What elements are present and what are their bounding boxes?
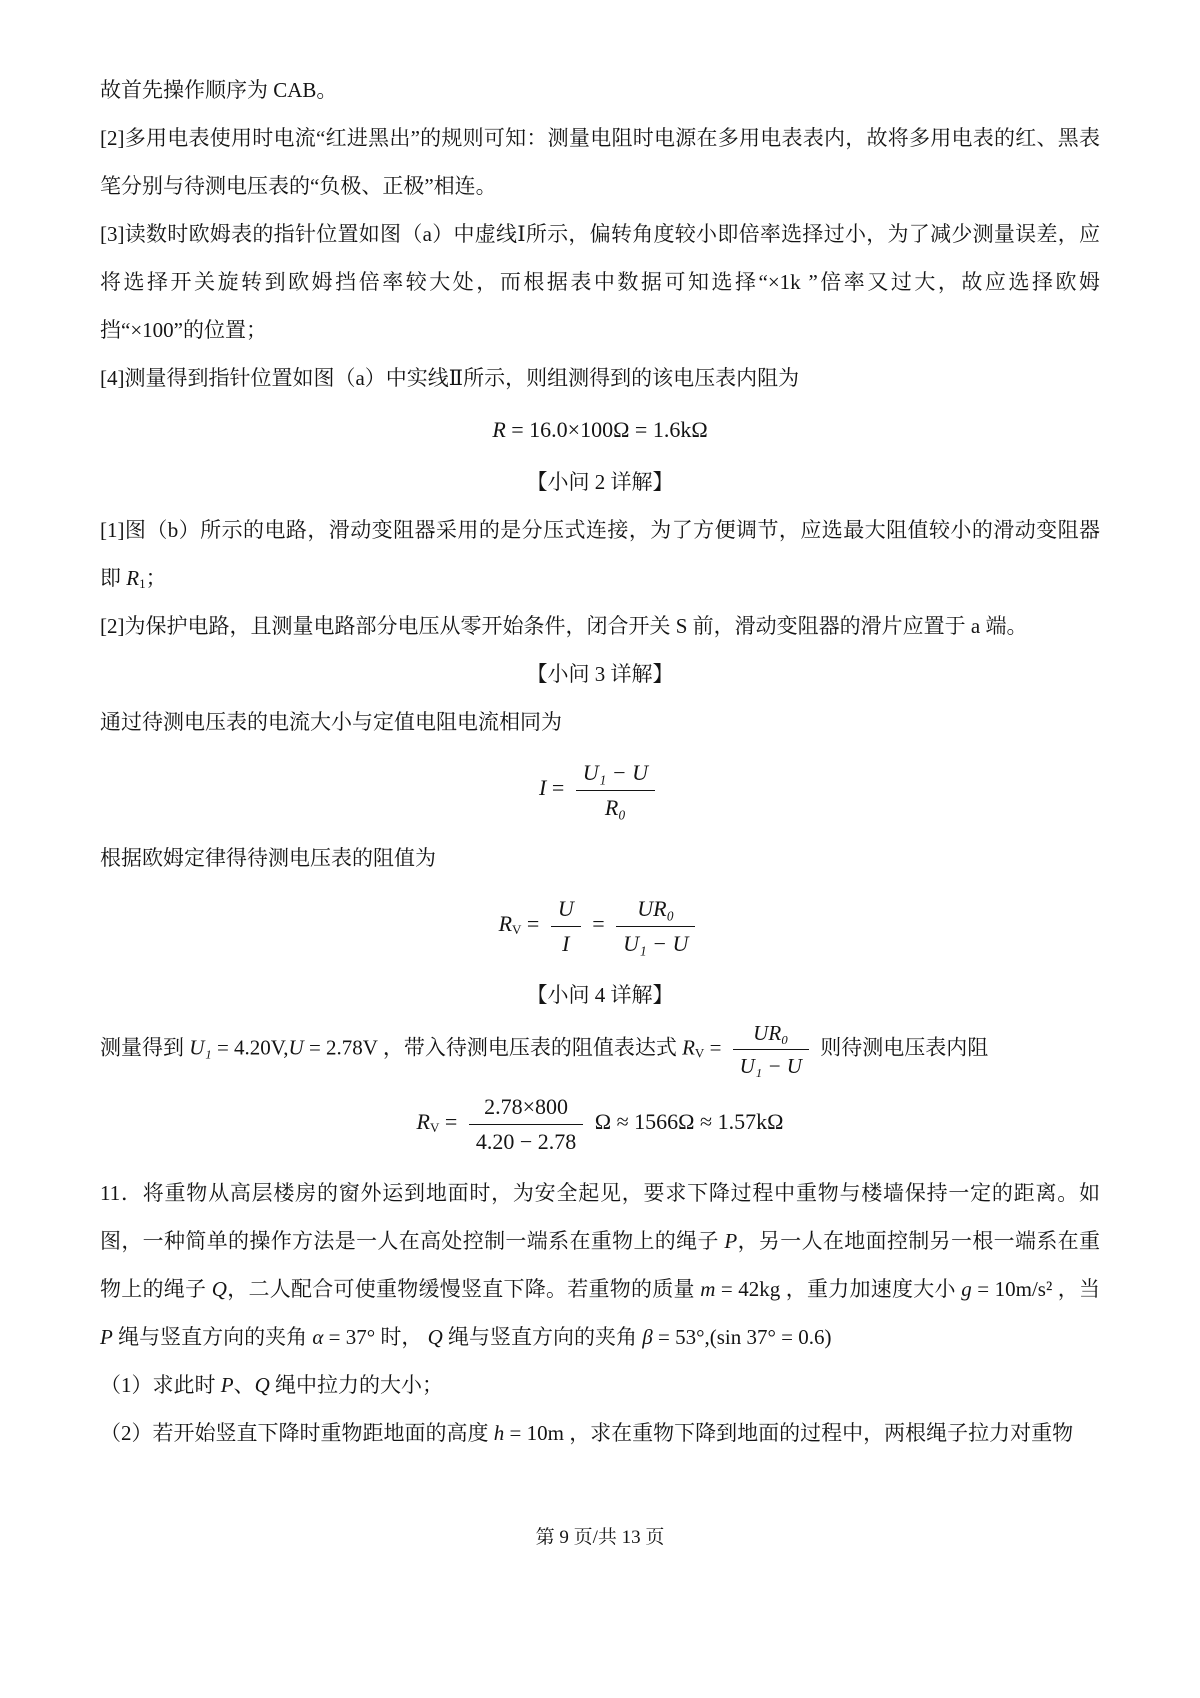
page-number-footer: 第 9 页/共 13 页	[535, 1527, 665, 1548]
math-var: Q	[427, 1324, 443, 1349]
math-var: Q	[211, 1276, 227, 1301]
math-equals: =	[439, 1109, 463, 1135]
text-run: ，另一人在地面控制另一根一端系在重物上的绳子	[100, 1228, 1101, 1301]
math-run: Ω ≈ 1566Ω ≈ 1.57kΩ	[589, 1109, 784, 1135]
math-var: m	[700, 1276, 716, 1301]
math-var: U₁	[189, 1035, 212, 1060]
text-run: ；	[145, 565, 167, 590]
math-var: P	[220, 1372, 234, 1397]
heading-subquestion-3: 【小问 3 详解】	[526, 661, 674, 686]
math-run: = 53°,(sin 37° = 0.6)	[652, 1324, 832, 1349]
formula-resistance-result	[100, 414, 1100, 446]
paragraph-ohm-law: 根据欧姆定律得待测电压表的阻值为	[100, 846, 436, 871]
fraction-denominator: 4.20 − 2.78	[475, 1129, 577, 1155]
math-equals: =	[546, 775, 570, 801]
math-var: β	[642, 1324, 653, 1349]
fraction	[576, 758, 655, 822]
math-run: = 4.20V,	[211, 1035, 289, 1060]
fraction	[551, 894, 581, 958]
math-run: = 42kg	[715, 1276, 781, 1301]
math-var: R	[126, 565, 140, 590]
math-run: = 16.0×100Ω = 1.6kΩ	[505, 417, 708, 442]
math-equals: =	[704, 1035, 727, 1060]
fraction-numerator: U₁ − U	[576, 758, 655, 791]
math-var: α	[312, 1324, 324, 1349]
math-run: = 10m/s²	[971, 1276, 1053, 1301]
math-var: P	[100, 1324, 113, 1349]
text-run: ，当	[1052, 1276, 1101, 1301]
paragraph-circuit-protection: [2]为保护电路，且测量电路部分电压从零开始条件，闭合开关 S 前，滑动变阻器的滑片应置于 a 端。	[100, 613, 1028, 638]
fraction-numerator: 2.78×800	[469, 1092, 583, 1125]
fraction	[733, 1019, 809, 1081]
text-run: （1）求此时	[100, 1372, 221, 1397]
math-subscript: V	[430, 1120, 440, 1136]
fraction-numerator: UR₀	[733, 1019, 809, 1050]
math-run: = 37°	[323, 1324, 376, 1349]
text-run: 绳与竖直方向的夹角	[112, 1324, 313, 1349]
math-equals: =	[521, 911, 545, 937]
math-run: = 2.78V	[303, 1035, 378, 1060]
paragraph-measured-values	[100, 1019, 1100, 1081]
fraction-denominator: U₁ − U	[623, 930, 689, 956]
math-var: R	[416, 1109, 430, 1135]
text-run: ，重力加速度大小	[780, 1276, 962, 1301]
heading-subquestion-4: 【小问 4 详解】	[526, 982, 674, 1007]
math-var: Q	[254, 1372, 270, 1397]
fraction-numerator: U	[551, 894, 581, 927]
text-run: 绳中拉力的大小；	[269, 1372, 443, 1397]
math-var: h	[493, 1420, 505, 1445]
formula-numeric-result	[100, 1092, 1100, 1156]
paragraph-question-11-part2	[100, 1409, 1100, 1457]
math-var: g	[961, 1276, 972, 1301]
paragraph-operation-order: 故首先操作顺序为 CAB。	[100, 78, 338, 102]
text-run: 11．将重物从高层楼房的窗外运到地面时，为安全起见，要求下降过程中重物与楼墙保持一定的距离。如图，一种简单的操作方法是一人在高处控制一端系在重物上的绳子	[100, 1180, 1100, 1253]
math-var: U	[288, 1035, 304, 1060]
text-run: ，带入待测电压表的阻值表达式	[377, 1035, 683, 1060]
math-subscript: V	[694, 1045, 705, 1061]
fraction	[616, 894, 695, 958]
fraction-numerator: UR₀	[616, 894, 695, 927]
text-run: [1]图（b）所示的电路，滑动变阻器采用的是分压式连接，为了方便调节，应选最大阻值较小的滑动变阻器即	[100, 517, 1100, 590]
math-var: R	[682, 1035, 695, 1060]
paragraph-pointer-position: [4]测量得到指针位置如图（a）中实线Ⅱ所示，则组测得到的该电压表内阻为	[100, 366, 800, 390]
math-var: R	[492, 417, 506, 442]
formula-voltmeter-resistance	[100, 894, 1100, 958]
math-var: I	[538, 775, 547, 801]
paragraph-ohmmeter-reading: [3]读数时欧姆表的指针位置如图（a）中虚线Ⅰ所示，偏转角度较小即倍率选择过小，为了减少测量误差，应将选择开关旋转到欧姆挡倍率较大处，而根据表中数据可知选择“×1k ”倍率又过大，故应选择欧姆挡“×100”的位置；	[100, 222, 1100, 342]
text-run: ，求在重物下降到地面的过程中，两根绳子拉力对重物	[563, 1420, 1074, 1445]
text-run: 测量得到	[100, 1035, 190, 1060]
heading-subquestion-2: 【小问 2 详解】	[526, 469, 674, 494]
formula-current	[100, 758, 1100, 822]
paragraph-multimeter-rule: [2]多用电表使用时电流“红进黑出”的规则可知：测量电阻时电源在多用电表表内，故将多用电表的红、黑表笔分别与待测电压表的“负极、正极”相连。	[100, 126, 1100, 198]
text-run: 则待测电压表内阻	[814, 1035, 989, 1060]
math-var: R	[498, 911, 513, 937]
text-run: （2）若开始竖直下降时重物距地面的高度	[100, 1420, 494, 1445]
math-run: = 10m	[504, 1420, 564, 1445]
text-run: 、	[233, 1372, 255, 1397]
text-run: 时，	[375, 1324, 428, 1349]
paragraph-rheostat-choice	[100, 506, 1100, 602]
fraction-denominator: R₀	[604, 794, 626, 820]
math-subscript: V	[512, 922, 522, 938]
fraction-denominator: I	[562, 930, 570, 956]
text-run: ，二人配合可使重物缓慢竖直下降。若重物的质量	[226, 1276, 701, 1301]
text-run: 绳与竖直方向的夹角	[442, 1324, 643, 1349]
paragraph-question-11-part1	[100, 1361, 1100, 1409]
paragraph-question-11	[100, 1169, 1100, 1361]
math-equals: =	[586, 911, 611, 937]
math-subscript: 1	[139, 575, 146, 591]
paragraph-current-equal: 通过待测电压表的电流大小与定值电阻电流相同为	[100, 709, 562, 734]
math-var: P	[724, 1228, 738, 1253]
fraction	[469, 1092, 583, 1156]
fraction-denominator: U₁ − U	[739, 1053, 802, 1078]
